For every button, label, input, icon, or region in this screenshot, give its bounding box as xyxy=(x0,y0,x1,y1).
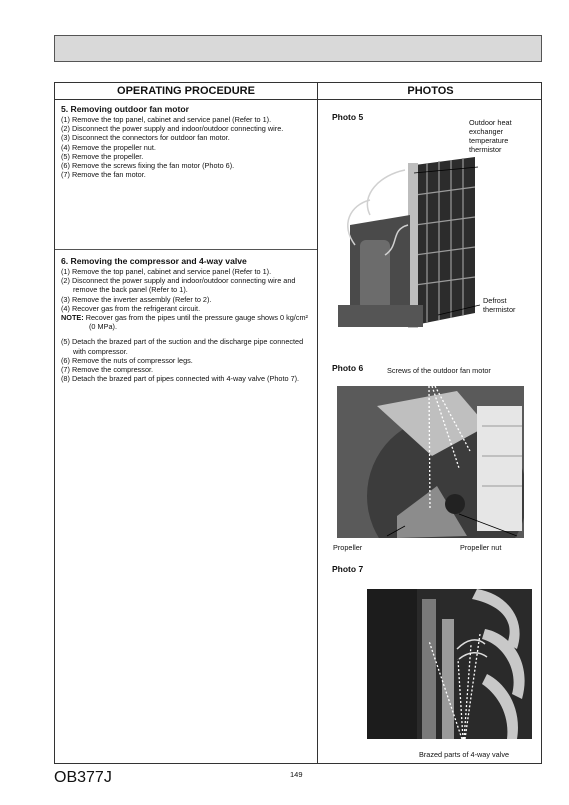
fan-motor-screws-callout: Screws of the outdoor fan motor xyxy=(387,366,491,375)
section-remove-compressor xyxy=(61,256,313,383)
step: (8) Detach the brazed part of pipes connected with 4-way valve (Photo 7). xyxy=(61,374,300,384)
photo-6-fan-motor xyxy=(337,386,524,538)
photo-6-label: Photo 6 xyxy=(332,363,364,373)
step: (7) Remove the compressor. xyxy=(61,365,154,375)
header-row-divider xyxy=(55,99,541,100)
note xyxy=(61,313,313,331)
step: (3) Remove the inverter assembly (Refer to 2). xyxy=(61,294,212,304)
section-remove-fan-motor xyxy=(61,104,313,179)
header-bar xyxy=(54,35,542,62)
step: (2) Disconnect the power supply and indoor/outdoor connecting wire. xyxy=(61,124,284,134)
photo-7-four-way-valve xyxy=(367,589,532,739)
section-5-title: 5. Removing outdoor fan motor xyxy=(61,104,189,114)
propeller-nut-callout: Propeller nut xyxy=(460,543,502,552)
photo-5-outdoor-unit xyxy=(330,155,480,335)
step: (5) Detach the brazed part of the suction and the discharge pipe connected with compressor. xyxy=(61,337,304,356)
note-label: NOTE: xyxy=(61,313,84,323)
step: (4) Remove the propeller nut. xyxy=(61,142,156,152)
brazed-parts-callout: Brazed parts of 4-way valve xyxy=(419,750,510,759)
photo-5-label: Photo 5 xyxy=(332,112,364,122)
photos-heading: PHOTOS xyxy=(407,85,454,97)
page-number: 149 xyxy=(290,770,303,779)
section-divider xyxy=(55,249,317,250)
step: (5) Remove the propeller. xyxy=(61,151,144,161)
step: (7) Remove the fan motor. xyxy=(61,170,146,180)
document-code: OB377J xyxy=(54,769,112,786)
photo-7-label: Photo 7 xyxy=(332,564,364,574)
defrost-thermistor-callout: Defrost thermistor xyxy=(483,296,516,314)
heat-exchanger-thermistor-callout: Outdoor heat exchanger temperature thermistor xyxy=(469,118,512,154)
step: (6) Remove the screws fixing the fan motor (Photo 6). xyxy=(61,161,235,171)
section-6-title: 6. Removing the compressor and 4-way valve xyxy=(61,256,247,266)
step: (1) Remove the top panel, cabinet and service panel (Refer to 1). xyxy=(61,115,272,124)
step: (1) Remove the top panel, cabinet and service panel (Refer to 1). xyxy=(61,267,272,276)
propeller-callout: Propeller xyxy=(333,543,363,552)
step: (6) Remove the nuts of compressor legs. xyxy=(61,355,193,365)
note-text: Recover gas from the pipes until the pressure gauge shows 0 kg/cm² (0 MPa). xyxy=(83,313,308,332)
step: (4) Recover gas from the refrigerant circuit. xyxy=(61,303,201,313)
procedure-table xyxy=(54,82,542,764)
step: (3) Disconnect the connectors for outdoor fan motor. xyxy=(61,133,230,143)
column-divider xyxy=(317,83,318,763)
step: (2) Disconnect the power supply and indoor/outdoor connecting wire and remove the back panel (Refer to 1). xyxy=(61,276,296,295)
operating-procedure-heading: OPERATING PROCEDURE xyxy=(117,85,255,97)
